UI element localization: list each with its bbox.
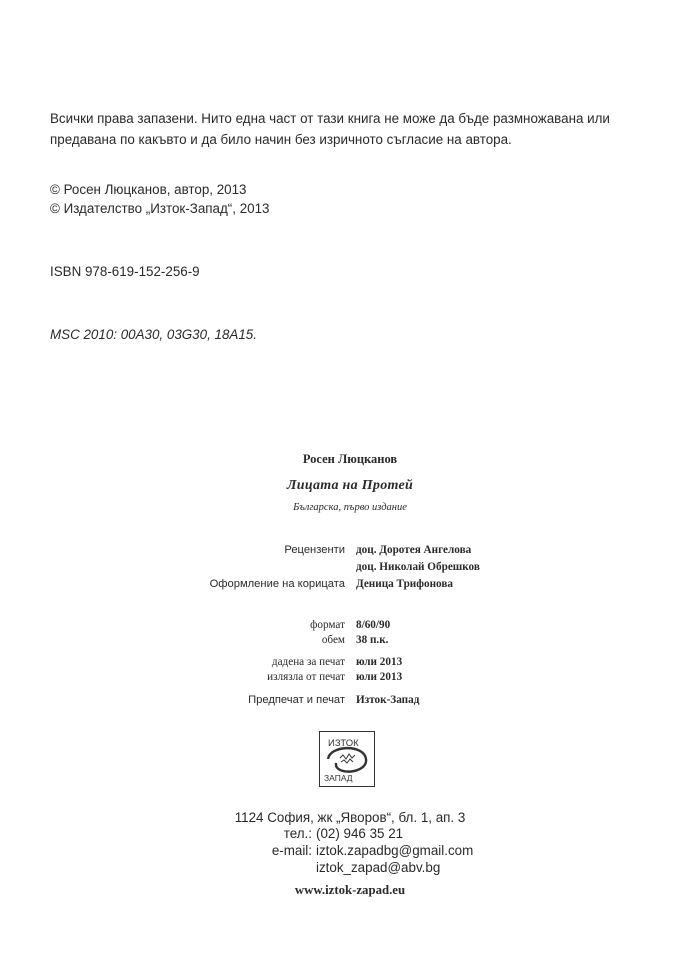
copyright-author: © Росен Люцканов, автор, 2013 bbox=[50, 182, 247, 197]
reviewer-1: доц. Доротея Ангелова bbox=[356, 544, 472, 556]
email-2[interactable]: iztok_zapad@abv.bg bbox=[316, 860, 441, 875]
logo-graphic bbox=[320, 732, 374, 786]
volume-label: обем bbox=[321, 634, 345, 646]
publisher-address: 1124 София, жк „Яворов“, бл. 1, ап. 3 bbox=[234, 810, 466, 825]
edition-note: Българска, първо издание bbox=[293, 502, 407, 513]
spec-format bbox=[0, 619, 700, 635]
prepress-label: Предпечат и печат bbox=[248, 694, 345, 706]
spec-to-print bbox=[0, 656, 700, 672]
published-value: юли 2013 bbox=[356, 671, 403, 683]
to-print-label: дадена за печат bbox=[271, 656, 345, 668]
copyright-block bbox=[50, 180, 270, 218]
publisher-website-link[interactable]: www.iztok-zapad.eu bbox=[294, 883, 406, 897]
spec-published bbox=[0, 671, 700, 687]
format-value: 8/60/90 bbox=[356, 619, 391, 631]
credits-cover bbox=[0, 578, 700, 594]
logo-bottom-text: ЗАПАД bbox=[324, 773, 353, 783]
rights-notice: Всички права запазени. Нито една част от тази книга не може да бъде размножавана или предавана по какъвто и да било начин без изричното съгласие на автора. bbox=[50, 111, 610, 147]
published-label: излязла от печат bbox=[267, 671, 345, 683]
email-label: e-mail: bbox=[271, 843, 312, 858]
phone-value: (02) 946 35 21 bbox=[316, 826, 404, 841]
credits-reviewer-2 bbox=[0, 561, 700, 577]
phone-label: тел.: bbox=[283, 826, 312, 841]
format-label: формат bbox=[310, 619, 345, 631]
msc-classification: MSC 2010: 00A30, 03G30, 18A15. bbox=[50, 327, 257, 342]
isbn: ISBN 978-619-152-256-9 bbox=[50, 264, 200, 279]
publisher-logo-icon bbox=[319, 731, 375, 787]
spec-prepress bbox=[0, 694, 700, 710]
cover-designer: Деница Трифонова bbox=[356, 578, 453, 590]
logo-top-text: ИЗТОК bbox=[328, 738, 359, 749]
prepress-value: Изток-Запад bbox=[356, 694, 420, 706]
reviewers-label: Рецензенти bbox=[284, 544, 345, 556]
copyright-publisher: © Издателство „Изток-Запад“, 2013 bbox=[50, 201, 270, 216]
cover-label: Оформление на корицата bbox=[209, 578, 345, 590]
author-name: Росен Люцканов bbox=[302, 452, 398, 466]
to-print-value: юли 2013 bbox=[356, 656, 403, 668]
volume-value: 38 п.к. bbox=[356, 634, 389, 646]
email-1[interactable]: iztok.zapadbg@gmail.com bbox=[316, 843, 474, 858]
reviewer-2: доц. Николай Обрешков bbox=[356, 561, 480, 573]
credits-reviewers bbox=[0, 544, 700, 560]
book-title: Лицата на Протей bbox=[286, 478, 414, 493]
spec-volume bbox=[0, 634, 700, 650]
contact-email-row-2 bbox=[0, 860, 700, 878]
contact-email-row bbox=[0, 843, 700, 861]
contact-phone-row bbox=[0, 826, 700, 844]
